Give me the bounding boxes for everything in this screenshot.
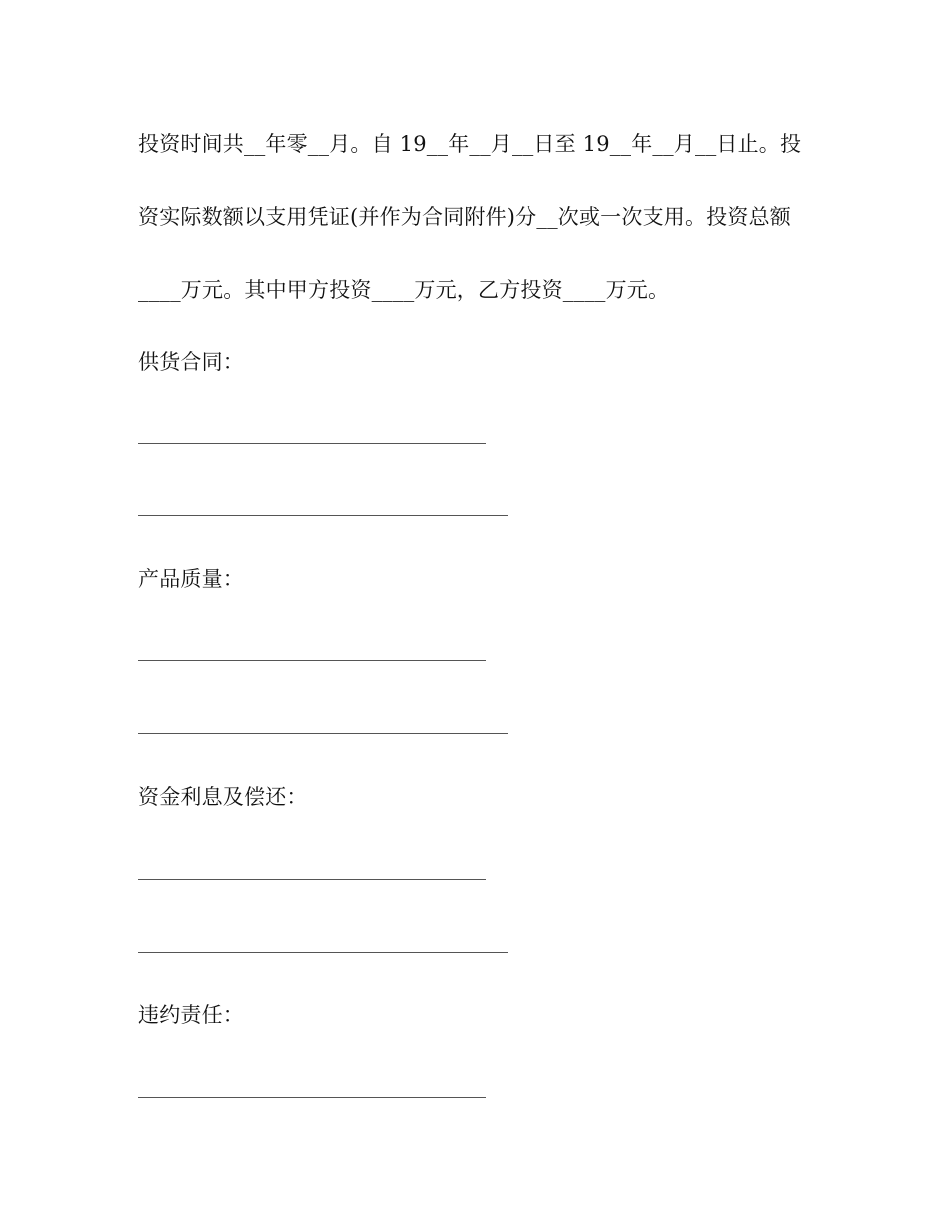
paragraph-line-3: ____万元。其中甲方投资____万元，乙方投资____万元。 (138, 278, 670, 302)
blank-line (138, 515, 508, 516)
paragraph-line-2: 资实际数额以支用凭证(并作为合同附件)分__次或一次支用。投资总额 (138, 205, 791, 229)
blank-line (138, 1097, 486, 1098)
blank-line (138, 660, 486, 661)
blank-line (138, 879, 486, 880)
section-heading-supply-contract: 供货合同： (138, 350, 244, 374)
section-heading-breach-liability: 违约责任： (138, 1003, 244, 1027)
section-heading-interest-repayment: 资金利息及偿还： (138, 785, 308, 809)
paragraph-line-1: 投资时间共__年零__月。自 19__年__月__日至 19__年__月__日止。投 (138, 132, 802, 156)
blank-line (138, 952, 508, 953)
blank-line (138, 733, 508, 734)
blank-line (138, 443, 486, 444)
section-heading-product-quality: 产品质量： (138, 567, 244, 591)
